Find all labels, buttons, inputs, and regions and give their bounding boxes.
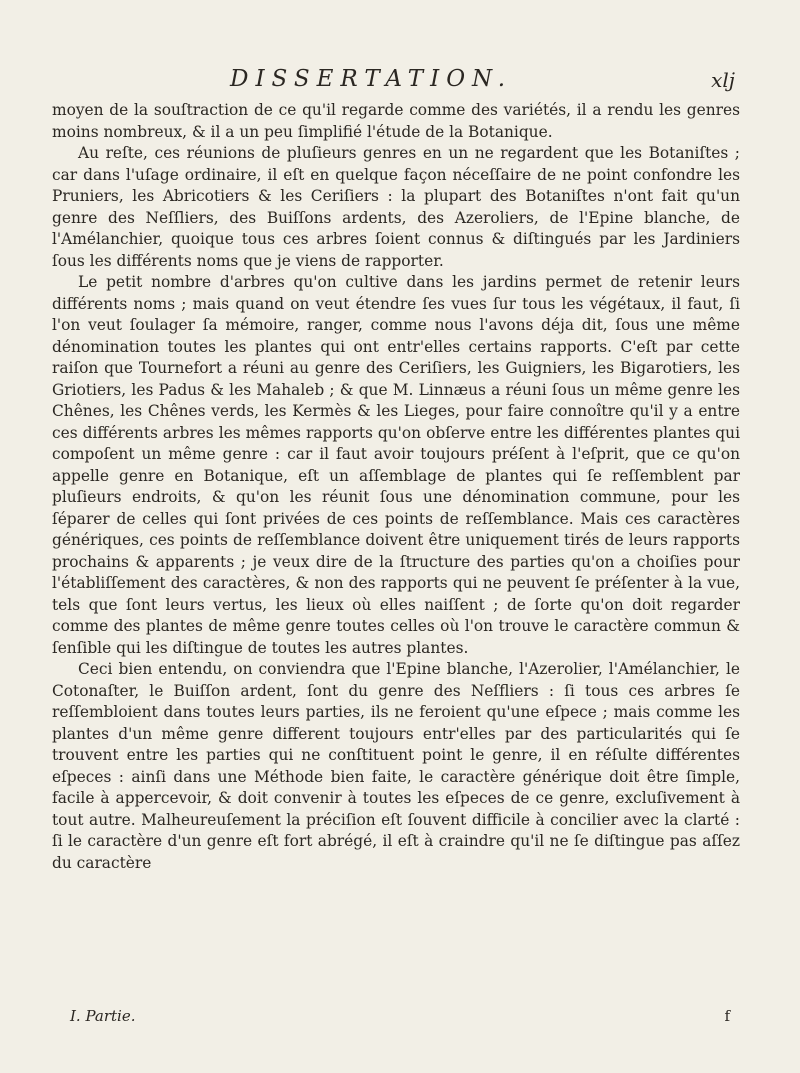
signature-mark: f: [724, 1007, 730, 1025]
running-head: [230, 66, 735, 100]
paragraph-3: Le petit nombre d'arbres qu'on cultive dans les jardins permet de retenir leurs différents noms ; mais quand on veut étendre ſes vues ſur tous les végétaux, il faut, ſi l'on veut ſoulager ſa mémoire, ranger, comme nous l'avons déja dit, ſous une même dénomination toutes les plantes qui ont entr'elles certains rapports. C'eſt par cette raiſon que Tournefort a réuni au genre des Ceriſiers, les Guigniers, les Bigarotiers, les Griotiers, les Padus & les Mahaleb ; & que M. Linnæus a réuni ſous un même genre les Chênes, les Chênes verds, les Kermès & les Lieges, pour faire connoître qu'il y a entre ces différents arbres les mêmes rapports qu'on obſerve entre les différentes plantes qui compoſent un même genre : car il faut avoir toujours préſent à l'eſprit, que ce qu'on appelle genre en Botanique, eſt un aſſemblage de plantes qui ſe reſſemblent par pluſieurs endroits, & qu'on les réunit ſous une dénomination commune, pour les ſéparer de celles qui ſont privées de ces points de reſſemblance. Mais ces caractères génériques, ces points de reſſemblance doivent être uniquement tirés de leurs rapports prochains & apparents ; je veux dire de la ſtructure des parties qu'on a choiſies pour l'établiſſement des caractères, & non des rapports qui ne peuvent ſe préſenter à la vue, tels que ſont leurs vertus, les lieux où elles naiſſent ; de ſorte qu'on doit regarder comme des plantes de même genre toutes celles où l'on trouve le caractère commun & ſenſible qui les diſtingue de toutes les autres plantes.: [52, 273, 740, 657]
body-text: [52, 100, 740, 874]
paragraph-4: Ceci bien entendu, on conviendra que l'Epine blanche, l'Azerolier, l'Amélanchier, le Cotonaſter, le Buiſſon ardent, ſont du genre des Neſfliers : ſi tous ces arbres ſe reſſembloient dans toutes leurs parties, ils ne feroient qu'une eſpece ; mais comme les plantes d'un même genre different toujours entr'elles par des particularités qui ſe trouvent entre les parties qui ne conſtituent point le genre, il en réſulte différentes eſpeces : ainſi dans une Méthode bien faite, le caractère générique doit être ſimple, facile à appercevoir, & doit convenir à toutes les eſpeces de ce genre, excluſivement à tout autre. Malheureuſement la préciſion eſt ſouvent difficile à concilier avec la clarté : ſi le caractère d'un genre eſt fort abrégé, il eſt à craindre qu'il ne ſe diſtingue pas aſſez du caractère: [52, 660, 740, 872]
paragraph-2: Au reſte, ces réunions de pluſieurs genres en un ne regardent que les Botaniſtes ; car dans l'uſage ordinaire, il eſt en quelque façon néceſſaire de ne point confondre les Pruniers, les Abricotiers & les Ceriſiers : la plupart des Botaniſtes n'ont fait qu'un genre des Neſſliers, des Buiſſons ardents, des Azeroliers, de l'Epine blanche, de l'Amélanchier, quoique tous ces arbres ſoient connus & diſtingués par les Jardiniers ſous les différents noms que je viens de rapporter.: [52, 144, 740, 270]
page-number: xlj: [711, 68, 735, 92]
paragraph-1: moyen de la souſtraction de ce qu'il regarde comme des variétés, il a rendu les genres moins nombreux, & il a un peu ſimplifié l'étude de la Botanique.: [52, 101, 740, 141]
page-footer: [70, 1007, 730, 1031]
running-title: DISSERTATION.: [230, 66, 513, 92]
part-label: I. Partie.: [70, 1007, 136, 1025]
